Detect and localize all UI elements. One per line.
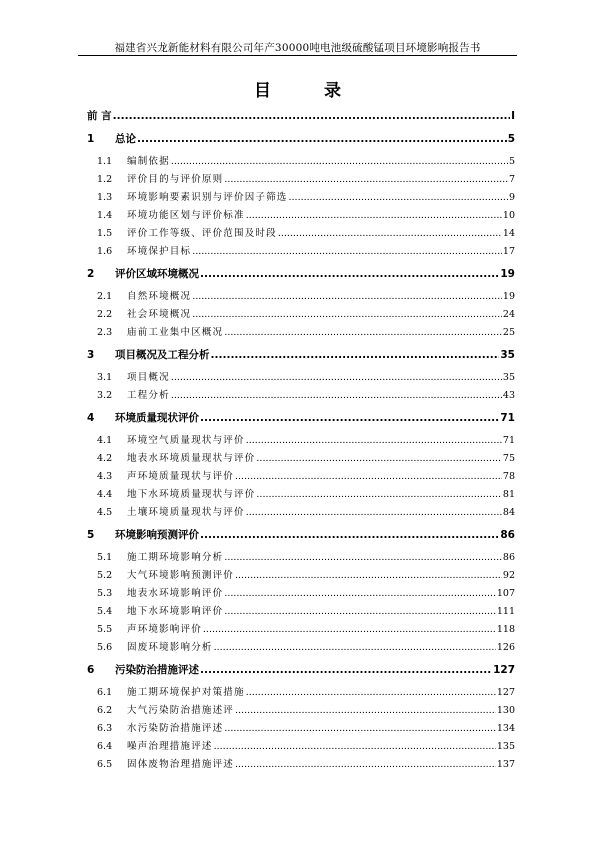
toc-leader-dots (246, 434, 502, 447)
toc-entry-title: 环境功能区划与评价标准 (127, 210, 245, 221)
toc-section-entry[interactable] (87, 290, 515, 303)
toc-leader-dots (192, 290, 502, 303)
toc-page-number: 126 (496, 642, 515, 653)
toc-entry-title: 庙前工业集中区概况 (127, 327, 224, 338)
toc-section-entry[interactable] (87, 569, 515, 582)
toc-section-entry[interactable] (87, 245, 515, 258)
toc-entry-number: 5.3 (97, 588, 113, 599)
toc-entry-title: 环境影响预测评价 (115, 529, 199, 541)
toc-page-number: 24 (502, 309, 515, 320)
toc-page-number: 127 (496, 687, 515, 698)
toc-section-entry[interactable] (87, 434, 515, 447)
toc-entry-title: 地下水环境质量现状与评价 (127, 489, 256, 500)
toc-leader-dots (235, 704, 496, 717)
toc-entry-number: 6.4 (97, 741, 113, 752)
toc-entry-title: 编制依据 (127, 156, 170, 167)
toc-page-number: 137 (496, 759, 515, 770)
toc-entry-title: 环境保护目标 (127, 246, 192, 257)
running-header: 福建省兴龙新能材料有限公司年产30000吨电池级硫酸锰项目环境影响报告书 (114, 42, 481, 54)
toc-leader-dots (224, 326, 502, 339)
toc-entry-number: 1.5 (97, 228, 113, 239)
toc-leader-dots (224, 587, 496, 600)
toc-entry-title: 社会环境概况 (127, 309, 192, 320)
toc-entry-number: 3.2 (97, 390, 113, 401)
toc-page-number: 71 (500, 412, 515, 424)
toc-entry-title: 地表水环境影响评价 (127, 588, 224, 599)
toc-entry-number: 5.5 (97, 624, 113, 635)
toc-entry-number: 1.4 (97, 210, 113, 221)
toc-leader-dots (113, 110, 510, 123)
toc-leader-dots (289, 191, 508, 204)
toc-entry-title: 项目概况及工程分析 (115, 349, 210, 361)
toc-leader-dots (224, 173, 508, 186)
toc-section-entry[interactable] (87, 758, 515, 771)
toc-leader-dots (192, 245, 502, 258)
toc-entry-number: 1.1 (97, 156, 113, 167)
toc-page-number: 25 (502, 327, 515, 338)
toc-section-entry[interactable] (87, 605, 515, 618)
toc-section-entry[interactable] (87, 704, 515, 717)
toc-page-number: 10 (502, 210, 515, 221)
toc-entry-number: 6 (87, 664, 95, 676)
toc-entry-number: 前 言 (87, 110, 112, 122)
toc-section-entry[interactable] (87, 452, 515, 465)
toc-entry-number: 4 (87, 412, 95, 424)
toc-entry-title: 环境质量现状评价 (115, 412, 199, 424)
toc-entry-title: 污染防治措施评述 (115, 664, 199, 676)
toc-entry-title: 土壤环境质量现状与评价 (127, 507, 245, 518)
toc-leader-dots (200, 664, 492, 677)
toc-page-number: 134 (496, 723, 515, 734)
toc-chapter-entry[interactable] (87, 349, 515, 362)
toc-page-number: 14 (502, 228, 515, 239)
toc-section-entry[interactable] (87, 488, 515, 501)
header-rule (78, 55, 517, 56)
toc-chapter-entry[interactable] (87, 529, 515, 542)
toc-entry-title: 自然环境概况 (127, 291, 192, 302)
toc-entry-number: 5.6 (97, 642, 113, 653)
toc-section-entry[interactable] (87, 641, 515, 654)
toc-page-number: 43 (502, 390, 515, 401)
toc-page-number: 71 (502, 435, 515, 446)
toc-section-entry[interactable] (87, 722, 515, 735)
toc-page-number: 92 (502, 570, 515, 581)
toc-page-number: 127 (493, 664, 515, 676)
toc-section-entry[interactable] (87, 587, 515, 600)
toc-entry-number: 5.2 (97, 570, 113, 581)
toc-entry-title: 声环境质量现状与评价 (127, 471, 235, 482)
toc-page-number: 135 (496, 741, 515, 752)
toc-entry-title: 噪声治理措施评述 (127, 741, 213, 752)
toc-leader-dots (214, 740, 496, 753)
toc-page-number: 17 (502, 246, 515, 257)
toc-section-entry[interactable] (87, 173, 515, 186)
toc-entry-number: 4.5 (97, 507, 113, 518)
toc-entry-title: 大气污染防治措施述评 (127, 705, 235, 716)
toc-entry-number: 6.2 (97, 705, 113, 716)
toc-section-entry[interactable] (87, 326, 515, 339)
toc-leader-dots (200, 529, 499, 542)
toc-page-number: 5 (508, 156, 515, 167)
page-title: 目 录 (254, 81, 359, 101)
toc-entry-title: 评价目的与评价原则 (127, 174, 224, 185)
toc-page-number: 19 (500, 268, 515, 280)
table-of-contents (87, 110, 515, 771)
toc-entry-number: 4.4 (97, 489, 113, 500)
toc-entry-title: 评价区域环境概况 (115, 268, 199, 280)
toc-entry-number: 2 (87, 268, 95, 280)
toc-page-number: 78 (502, 471, 515, 482)
toc-page-number: 86 (500, 529, 515, 541)
toc-leader-dots (137, 133, 507, 146)
toc-entry-title: 水污染防治措施评述 (127, 723, 224, 734)
toc-page-number: 107 (496, 588, 515, 599)
toc-leader-dots (235, 569, 502, 582)
toc-leader-dots (192, 308, 502, 321)
toc-leader-dots (200, 268, 499, 281)
toc-section-entry[interactable] (87, 155, 515, 168)
toc-leader-dots (278, 227, 502, 240)
toc-entry-title: 环境空气质量现状与评价 (127, 435, 245, 446)
toc-leader-dots (256, 452, 502, 465)
toc-leader-dots (235, 758, 496, 771)
toc-page-number: 111 (496, 606, 515, 617)
toc-section-entry[interactable] (87, 191, 515, 204)
toc-page-number: 130 (496, 705, 515, 716)
toc-entry-number: 3.1 (97, 372, 113, 383)
toc-entry-number: 2.2 (97, 309, 113, 320)
toc-entry-number: 1.6 (97, 246, 113, 257)
toc-entry-title: 总论 (115, 133, 136, 145)
toc-leader-dots (224, 551, 502, 564)
toc-leader-dots (246, 209, 502, 222)
toc-entry-title: 评价工作等级、评价范围及时段 (127, 228, 277, 239)
toc-entry-title: 大气环境影响预测评价 (127, 570, 235, 581)
toc-leader-dots (203, 623, 496, 636)
toc-leader-dots (224, 722, 496, 735)
toc-entry-number: 6.5 (97, 759, 113, 770)
toc-chapter-entry[interactable] (87, 664, 515, 677)
toc-page-number: 19 (502, 291, 515, 302)
toc-leader-dots (256, 488, 502, 501)
toc-chapter-entry[interactable] (87, 133, 515, 146)
toc-page-number: I (511, 110, 515, 122)
toc-section-entry[interactable] (87, 623, 515, 636)
toc-entry-number: 1.3 (97, 192, 113, 203)
toc-entry-number: 1 (87, 133, 95, 145)
toc-page-number: 5 (507, 133, 515, 145)
toc-leader-dots (171, 371, 502, 384)
toc-section-entry[interactable] (87, 740, 515, 753)
toc-entry-title: 固体废物治理措施评述 (127, 759, 235, 770)
toc-page-number: 7 (508, 174, 515, 185)
toc-section-entry[interactable] (87, 308, 515, 321)
toc-entry-title: 环境影响要素识别与评价因子筛选 (127, 192, 288, 203)
toc-section-entry[interactable] (87, 686, 515, 699)
toc-entry-number: 6.1 (97, 687, 113, 698)
toc-section-entry[interactable] (87, 209, 515, 222)
toc-chapter-entry[interactable] (87, 268, 515, 281)
toc-leader-dots (235, 470, 502, 483)
toc-entry-number: 3 (87, 349, 95, 361)
toc-entry-title: 工程分析 (127, 390, 170, 401)
toc-entry-number: 2.3 (97, 327, 113, 338)
toc-section-entry[interactable] (87, 389, 515, 402)
toc-entry-title: 地表水环境质量现状与评价 (127, 453, 256, 464)
toc-entry-number: 4.2 (97, 453, 113, 464)
toc-chapter-entry[interactable] (87, 110, 515, 123)
toc-entry-title: 固废环境影响分析 (127, 642, 213, 653)
toc-chapter-entry[interactable] (87, 412, 515, 425)
toc-entry-number: 6.3 (97, 723, 113, 734)
toc-entry-title: 地下水环境影响评价 (127, 606, 224, 617)
toc-page-number: 86 (502, 552, 515, 563)
toc-entry-number: 4.1 (97, 435, 113, 446)
toc-leader-dots (200, 412, 499, 425)
toc-entry-title: 项目概况 (127, 372, 170, 383)
toc-page-number: 84 (502, 507, 515, 518)
toc-section-entry[interactable] (87, 506, 515, 519)
toc-leader-dots (214, 641, 496, 654)
toc-page-number: 75 (502, 453, 515, 464)
toc-entry-number: 4.3 (97, 471, 113, 482)
toc-entry-number: 1.2 (97, 174, 113, 185)
toc-page-number: 9 (508, 192, 515, 203)
toc-section-entry[interactable] (87, 470, 515, 483)
toc-entry-number: 2.1 (97, 291, 113, 302)
toc-page-number: 35 (502, 372, 515, 383)
toc-entry-title: 施工期环境保护对策措施 (127, 687, 245, 698)
toc-entry-title: 声环境影响评价 (127, 624, 202, 635)
toc-section-entry[interactable] (87, 227, 515, 240)
toc-leader-dots (211, 349, 500, 362)
toc-section-entry[interactable] (87, 551, 515, 564)
toc-leader-dots (171, 389, 502, 402)
toc-page-number: 81 (502, 489, 515, 500)
toc-leader-dots (246, 686, 496, 699)
toc-entry-number: 5.1 (97, 552, 113, 563)
toc-leader-dots (171, 155, 508, 168)
toc-entry-title: 施工期环境影响分析 (127, 552, 224, 563)
toc-section-entry[interactable] (87, 371, 515, 384)
toc-entry-number: 5.4 (97, 606, 113, 617)
toc-page-number: 35 (500, 349, 515, 361)
toc-page-number: 118 (496, 624, 515, 635)
toc-leader-dots (246, 506, 502, 519)
toc-leader-dots (224, 605, 496, 618)
toc-entry-number: 5 (87, 529, 95, 541)
